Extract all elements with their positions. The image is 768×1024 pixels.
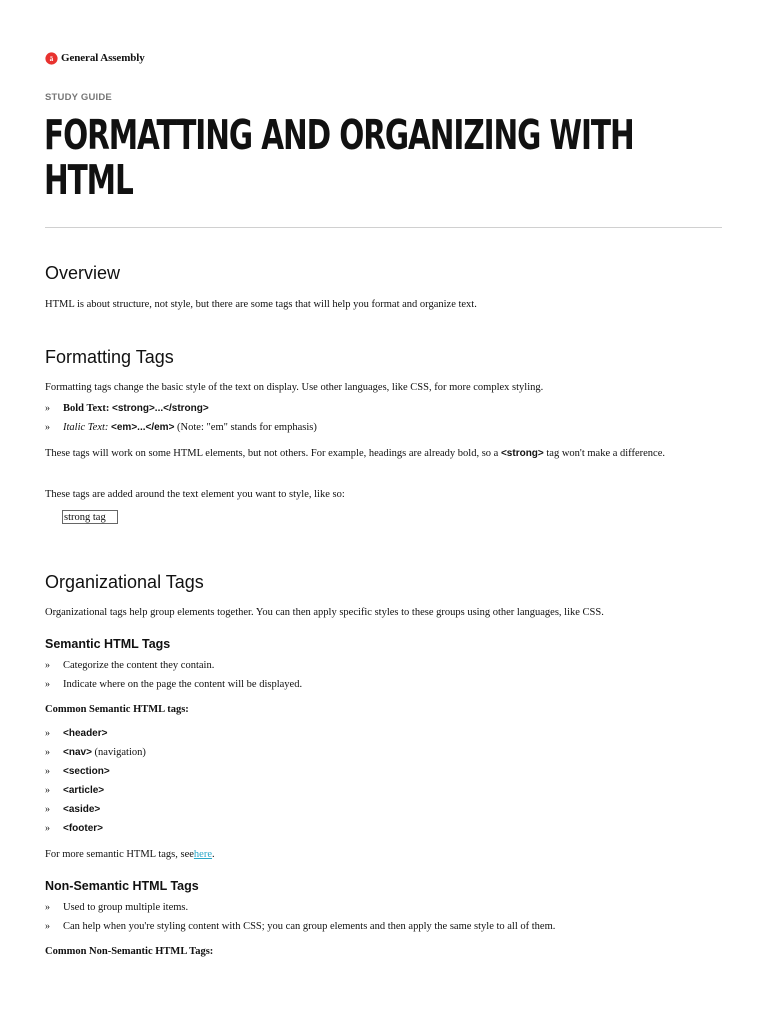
tag-note: (navigation) xyxy=(94,747,146,758)
formatting-note-b: tag won't make a difference. xyxy=(546,448,665,459)
more-semantic-text xyxy=(45,847,705,862)
bullet-icon: » xyxy=(45,422,50,433)
ga-logo-icon xyxy=(45,52,58,65)
tag-code: <header> xyxy=(63,728,108,739)
page-title: FORMATTING AND ORGANIZING WITH HTML xyxy=(44,111,634,204)
nonsemantic-common-label: Common Non-Semantic HTML Tags: xyxy=(45,946,214,957)
tag-code: <footer> xyxy=(63,823,104,834)
bullet-icon: » xyxy=(45,679,50,690)
list-item xyxy=(45,784,104,798)
tag-code: <nav> xyxy=(63,747,92,758)
formatting-note xyxy=(45,446,705,461)
brand-name: General Assembly xyxy=(61,52,145,64)
formatting-note-code: <strong> xyxy=(500,448,544,459)
code-example-box: strong tag xyxy=(62,510,118,524)
list-item-bold xyxy=(45,402,209,416)
bold-label: Bold Text: xyxy=(63,403,110,414)
here-link[interactable]: here xyxy=(193,849,212,860)
semantic-heading: Semantic HTML Tags xyxy=(45,637,171,651)
more-prefix: For more semantic HTML tags, see xyxy=(45,849,194,860)
italic-label: Italic Text: xyxy=(63,422,109,433)
nonsemantic-bullet-text: Used to group multiple items. xyxy=(63,902,189,913)
nonsemantic-heading: Non-Semantic HTML Tags xyxy=(45,879,199,893)
bullet-icon: » xyxy=(45,660,50,671)
list-item xyxy=(45,746,146,760)
list-item xyxy=(45,803,100,817)
list-item xyxy=(45,765,110,779)
formatting-usage: These tags are added around the text element you want to style, like so: xyxy=(45,489,345,500)
list-item xyxy=(45,678,302,692)
semantic-bullet-text: Categorize the content they contain. xyxy=(63,660,215,671)
list-item xyxy=(45,727,107,741)
title-divider xyxy=(45,227,722,228)
list-item xyxy=(45,659,214,673)
formatting-heading: Formatting Tags xyxy=(45,347,174,367)
bullet-icon: » xyxy=(45,921,50,932)
bullet-icon: » xyxy=(45,823,50,834)
brand-logo xyxy=(45,50,145,66)
tag-code: <section> xyxy=(63,766,110,777)
organizational-heading: Organizational Tags xyxy=(45,572,204,592)
organizational-intro: Organizational tags help group elements together. You can then apply specific styles to these groups using other languages, like CSS. xyxy=(45,607,604,618)
list-item xyxy=(45,920,555,934)
list-item-italic xyxy=(45,421,317,435)
bullet-icon: » xyxy=(45,728,50,739)
overview-heading: Overview xyxy=(45,263,121,283)
svg-text:ā: ā xyxy=(49,53,54,63)
bullet-icon: » xyxy=(45,902,50,913)
nonsemantic-bullet-text: Can help when you're styling content with CSS; you can group elements and then apply the same style to all of them. xyxy=(63,921,556,932)
more-suffix: . xyxy=(212,849,215,860)
overview-text: HTML is about structure, not style, but there are some tags that will help you format and organize text. xyxy=(45,299,477,310)
list-item xyxy=(45,901,188,915)
tag-code: <article> xyxy=(63,785,105,796)
bullet-icon: » xyxy=(45,766,50,777)
bullet-icon: » xyxy=(45,747,50,758)
formatting-intro: Formatting tags change the basic style of the text on display. Use other languages, like CSS, for more complex styling. xyxy=(45,382,544,393)
semantic-bullet-text: Indicate where on the page the content will be displayed. xyxy=(63,679,303,690)
bullet-icon: » xyxy=(45,804,50,815)
bullet-icon: » xyxy=(45,403,50,414)
tag-code: <aside> xyxy=(63,804,101,815)
list-item xyxy=(45,822,103,836)
formatting-note-a: These tags will work on some HTML elements, but not others. For example, headings are already bold, so a xyxy=(45,448,499,459)
italic-code: <em>...</em> xyxy=(111,422,175,433)
study-guide-kicker: STUDY GUIDE xyxy=(45,92,112,103)
semantic-common-label: Common Semantic HTML tags: xyxy=(45,704,189,715)
italic-note: (Note: "em" stands for emphasis) xyxy=(177,422,317,433)
bold-code: <strong>...</strong> xyxy=(112,403,209,414)
bullet-icon: » xyxy=(45,785,50,796)
